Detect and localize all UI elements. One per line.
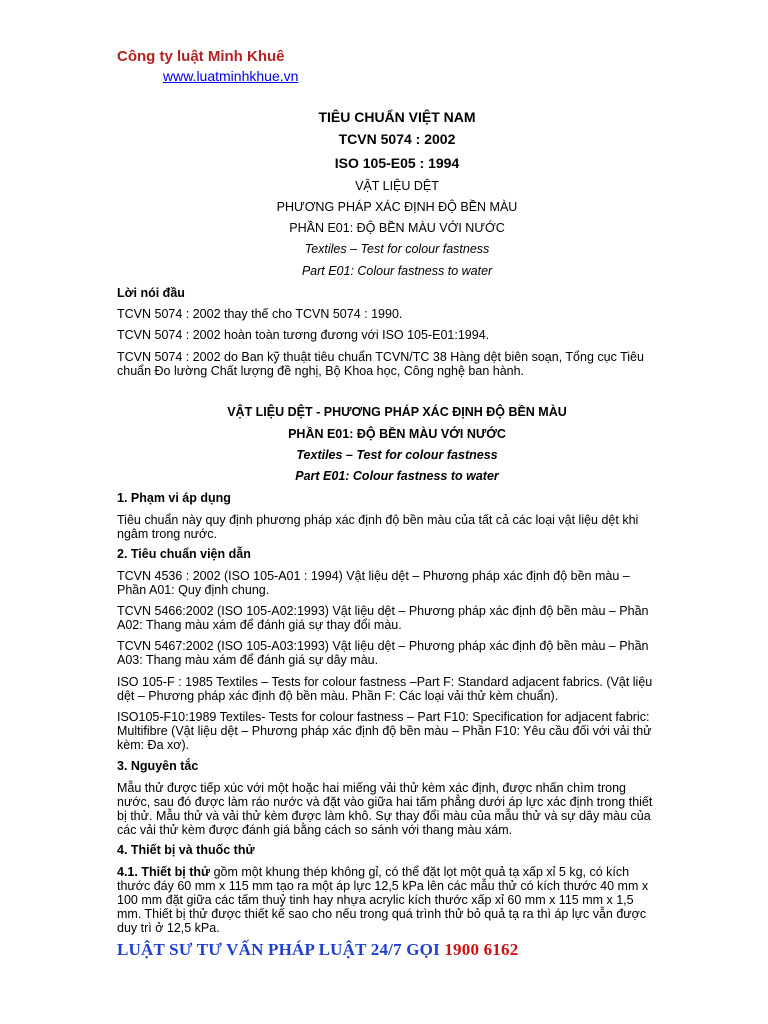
s2-ref2-line2: A02: Thang màu xám để đánh giá sự thay đổi màu. [117,618,402,632]
s2-ref1 [117,569,679,597]
s2-ref2 [117,604,679,632]
doc-title-iso: ISO 105-E05 : 1994 [334,155,460,171]
s4-line2: thước đáy 60 mm x 115 mm tạo ra một áp lực 12,5 kPa lên các mẫu thử có kích thước 40 mm x [117,879,649,893]
s2-ref1-line2: Phần A01: Quy định chung. [117,583,270,597]
s2-ref5-line2: Multifibre (Vật liệu dệt – Phương pháp xác định độ bền màu – Phần F10: Yêu cầu đối với vải thử [117,724,652,738]
foreword-p3-line1: TCVN 5074 : 2002 do Ban kỹ thuật tiêu chuẩn TCVN/TC 38 Hàng dệt biên soạn, Tổng cục Tiêu [117,350,644,364]
section-title-3: Textiles – Test for colour fastness [296,448,498,462]
website-link[interactable]: www.luatminhkhue.vn [163,68,299,84]
foreword-heading: Lời nói đầu [117,286,185,300]
s4-line3: 100 mm đặt giữa các tấm thuỷ tinh hay nhựa acrylic kích thước xấp xỉ 60 mm x 115 mm x 1,5 [117,893,634,907]
s2-ref4-line2: dệt – Phương pháp xác định độ bền màu. Phần F: Các loại vải thử kèm chuẩn). [117,689,559,703]
s4-heading: 4. Thiết bị và thuốc thử [117,843,255,857]
hotline-phone[interactable]: 1900 6162 [444,940,519,959]
s2-ref3 [117,639,679,667]
s1-body [117,513,679,541]
s2-ref5-line3: kèm: Đa xơ). [117,738,190,752]
doc-subtitle-4: Textiles – Test for colour fastness [304,242,490,256]
s2-ref4 [117,675,679,703]
s4-line5: duy trì ở 12,5 kPa. [117,921,220,935]
s3-body [117,781,679,837]
s2-ref4-line1: ISO 105-F : 1985 Textiles – Tests for colour fastness –Part F: Standard adjacent fabrics. (Vật liệu [117,675,653,689]
s1-line2: ngâm trong nước. [117,527,217,541]
doc-subtitle-3: PHẦN E01: ĐỘ BỀN MÀU VỚI NƯỚC [289,221,505,235]
s4-lead: 4.1. Thiết bị thử [117,865,211,879]
s2-ref1-line1: TCVN 4536 : 2002 (ISO 105-A01 : 1994) Vật liệu dệt – Phương pháp xác định độ bền màu – [117,569,630,583]
section-title-2: PHẦN E01: ĐỘ BỀN MÀU VỚI NƯỚC [288,427,506,441]
foreword-p2: TCVN 5074 : 2002 hoàn toàn tương đương với ISO 105-E01:1994. [117,328,490,342]
hotline-text: LUẬT SƯ TƯ VẤN PHÁP LUẬT 24/7 GỌI [117,940,445,959]
s2-ref3-line1: TCVN 5467:2002 (ISO 105-A03:1993) Vật liệu dệt – Phương pháp xác định độ bền màu – Phần [117,639,649,653]
s3-line3: bị thử. Mẫu thử và vải thử kèm được làm khô. Sự thay đổi màu của mẫu thử và sự dây màu của [117,809,651,823]
s4-body [117,865,679,935]
doc-title-tcvn: TCVN 5074 : 2002 [338,131,456,147]
foreword-p3-line2: chuẩn Đo lường Chất lượng đề nghị, Bộ Khoa học, Công nghệ ban hành. [117,364,525,378]
s2-ref3-line2: A03: Thang màu xám để đánh giá sự dây màu. [117,653,379,667]
s2-heading: 2. Tiêu chuẩn viện dẫn [117,547,251,561]
s3-line2: nước, sau đó được làm ráo nước và đặt vào giữa hai tấm phẳng dưới áp lực xác định trong thiết [117,795,653,809]
foreword-p1: TCVN 5074 : 2002 thay thế cho TCVN 5074 : 1990. [117,307,403,321]
s2-ref5 [117,710,679,752]
doc-title-standard: TIÊU CHUẨN VIỆT NAM [318,109,476,125]
s4-line4: mm. Thiết bị thử được thiết kế sao cho nếu trong quá trình thử bỏ quả tạ ra thì áp lực vẫn được [117,907,647,921]
s2-ref5-line1: ISO105-F10:1989 Textiles- Tests for colour fastness – Part F10: Specification for adjacent fabric: [117,710,650,724]
s1-heading: 1. Phạm vi áp dụng [117,491,231,505]
s3-heading: 3. Nguyên tắc [117,759,199,773]
section-title-1: VẬT LIỆU DỆT - PHƯƠNG PHÁP XÁC ĐỊNH ĐỘ BỀN MÀU [227,405,567,419]
s2-ref2-line1: TCVN 5466:2002 (ISO 105-A02:1993) Vật liệu dệt – Phương pháp xác định độ bền màu – Phần [117,604,649,618]
s4-line1 [117,865,679,879]
doc-subtitle-5: Part E01: Colour fastness to water [301,264,493,278]
doc-subtitle-2: PHƯƠNG PHÁP XÁC ĐỊNH ĐỘ BỀN MÀU [276,200,518,214]
s3-line4: các vải thử kèm được đánh giá bằng cách so sánh với thang màu xám. [117,823,513,837]
foreword-p3 [117,350,679,378]
section-title-4: Part E01: Colour fastness to water [295,469,499,483]
hotline-banner [117,940,518,960]
s1-line1: Tiêu chuẩn này quy định phương pháp xác định độ bền màu của tất cả các loại vật liệu dệt khi [117,513,639,527]
s4-line1-text: gồm một khung thép không gỉ, có thể đặt lọt một quả tạ xấp xỉ 5 kg, có kích [210,865,630,879]
s3-line1: Mẫu thử được tiếp xúc với một hoặc hai miếng vải thử kèm xác định, được nhấn chìm trong [117,781,626,795]
doc-subtitle-1: VẬT LIỆU DỆT [355,179,439,193]
company-name: Công ty luật Minh Khuê [117,48,285,65]
